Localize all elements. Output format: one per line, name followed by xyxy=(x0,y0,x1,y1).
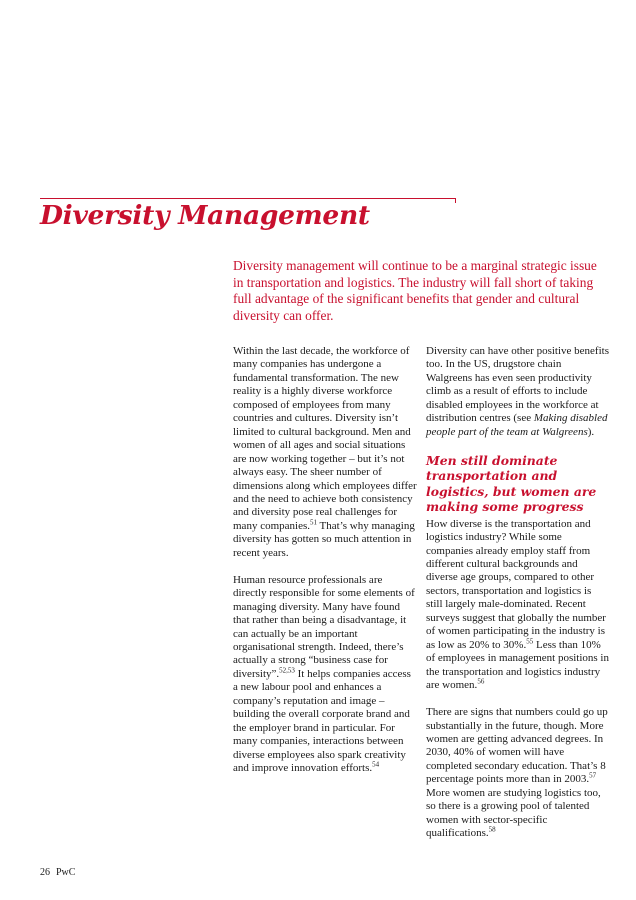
footnote-ref-57[interactable]: 57 xyxy=(589,771,597,780)
section-subheading: Men still dominate transportation and logistics, but women are making some progress xyxy=(426,452,597,515)
intro-paragraph: Diversity management will continue to be a marginal strategic issue in transportation and logistics. The industry will fall short of taking full advantage of the significant benefits that gender and cultural diversity can offer. xyxy=(233,258,597,323)
left-paragraph-1: Within the last decade, the workforce of many companies has undergone a fundamental transformation. The new reality is a highly diverse workforce composed of employees from many countries and cultures. Diversity isn’t limited to cultural background. Men and women of all ages and social situations are now working together – but it’s not always easy. The sheer number of dimensions along which employees differ and the need to achieve both consistency and diversity pose real challenges for many companies.$^{51}$ That’s why managing diversity has gotten so much attention in recent years. xyxy=(233,345,417,559)
walgreens-case-study-link[interactable]: Making disabled people part of the team at Walgreens xyxy=(426,412,608,438)
right-paragraph-3: There are signs that numbers could go up substantially in the future, though. More women are getting advanced degrees. In 2030, 40% of women will have completed secondary education. That’s 8 percentage points more than in 2003.57 More women are studying logistics too, so there is a growing pool of talented women with sector-specific qualifications.$^{58}$ xyxy=(426,706,608,840)
footnote-ref-56[interactable]: 56 xyxy=(477,677,485,686)
page-number: 26 xyxy=(40,867,50,878)
page-footer xyxy=(40,867,75,878)
footnote-ref-55[interactable]: 55 xyxy=(526,637,534,646)
title-rule xyxy=(40,198,456,199)
footnote-ref-54[interactable]: 54 xyxy=(372,760,380,769)
page-title: Diversity Management xyxy=(40,200,370,231)
right-column xyxy=(426,345,610,854)
left-paragraph-2: Human resource professionals are directly responsible for some elements of managing diversity. Many have found that rather than being a disadvantage, it can actually be an important organisational strength. Indeed, there’s actually a strong “business case for diversity”.$^{52,53}$ It helps companies access a new labour pool and enhances a company’s reputation and image – building the overall corporate brand and the employer brand in particular. For many companies, interactions between diverse employees also spark creativity and improve innovation efforts.$^{54}$ xyxy=(233,573,415,775)
left-column xyxy=(233,345,417,789)
right-paragraph-2: How diverse is the transportation and logistics industry? While some companies already employ staff from different cultural backgrounds and diverse age groups, compared to other sectors, transportation and logistics is still largely male-dominated. Recent surveys suggest that globally the number of women participating in the industry is as low as 20% to 30%.$^{55}$ Less than 10% of employees in management positions in the transportation and logistics industry are women.$^{56}$ xyxy=(426,517,609,692)
right-paragraph-1: Diversity can have other positive benefits too. In the US, drugstore chain Walgreens has even seen productivity climb as a result of efforts to include disabled employees in the workforce at distribution centres (see Making disabled people part of the team at Walgreens). xyxy=(426,345,609,438)
footnote-ref-51[interactable]: 51 xyxy=(309,518,317,527)
footnote-ref-52-53[interactable]: 52,53 xyxy=(279,666,295,675)
footer-brand: PwC xyxy=(56,867,76,878)
title-rule-end-tick xyxy=(455,198,456,203)
footnote-ref-58[interactable]: 58 xyxy=(488,825,496,834)
